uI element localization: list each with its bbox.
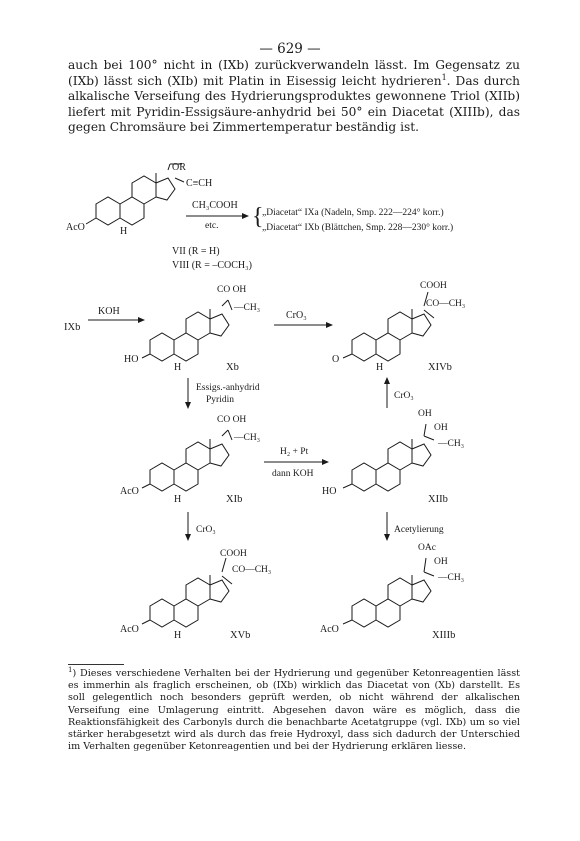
footnote-rule (68, 664, 124, 665)
structure-xivb (343, 292, 434, 361)
oxo-label-xivb: O (332, 354, 340, 365)
ethynyl-label: C≡CH (186, 178, 213, 189)
structure-xiiib (343, 558, 434, 627)
reagent-etc: etc. (205, 221, 219, 231)
aco-label-xib: AcO (120, 486, 139, 497)
reagent-acetylierung: Acetylierung (394, 525, 444, 535)
ch3-label-xiiib: —CH₃ (438, 573, 465, 583)
structure-xiib (343, 424, 434, 491)
structure-xvb (142, 558, 232, 627)
aco-label-xiiib: AcO (320, 624, 339, 635)
xb-label: Xb (226, 362, 239, 373)
page-number: — 629 — (259, 41, 321, 57)
bracket-brace: { (252, 204, 264, 230)
ho-label-xb: HO (124, 354, 139, 365)
xiib-label: XIIb (428, 494, 448, 505)
co-ch3-label-xivb: CO—CH₃ (426, 299, 466, 309)
start-ixb-label: IXb (64, 322, 81, 333)
reagent-h2-pt: H₂ + Pt (280, 447, 309, 457)
body-text-part-2: . Das durch alkalische Verseifung des Hydrierungsproduktes gewonnene Triol (XIIb) liefert mit Pyridin-Essigsäure-anhydrid bei 50° ein Diacetat (XIIIb), das gegen Chromsäure bei Zimmertemperatur beständig ist. (68, 73, 520, 135)
structure-vii-viii (86, 164, 184, 225)
cro3-label-up: CrO₃ (394, 391, 414, 401)
xiiib-label: XIIIb (432, 630, 456, 641)
structure-xib (142, 430, 232, 491)
footnote-text: ) Dieses verschiedene Verhalten bei der Hydrierung und gegenüber Ketonreagentien lässt es immerhin als fraglich erscheinen, ob (IXb) wirklich das Diacetat von (Xb) darstellt. Es soll gelegentlich noch besonders geprüft werden, ob nicht während der alkalischen Verseifung eine Umlagerung eintritt. Abgesehen davon wäre es möglich, dass die Reaktionsfähigkeit des Carbonyls durch die benachbarte Acetatgruppe (vgl. IXb) um so viel stärker herabgesetzt wird als durch das freie Hydroxyl, dass sich dadurch der Unterschied im Verhalten gegenüber Ketonreagentien und bei der Hydrierung erklären liesse. (68, 668, 520, 753)
reagent-dann-koh: dann KOH (272, 469, 314, 479)
ch3-label-xiib: —CH₃ (438, 439, 465, 449)
h-label-xivb: H (376, 362, 384, 373)
or-label: OR (172, 162, 186, 173)
ho-label-xiib: HO (322, 486, 337, 497)
cro3-label-down: CrO₃ (196, 525, 216, 535)
footnote (68, 665, 520, 753)
aco-label-xvb: AcO (120, 624, 139, 635)
reagent-pyridin: Pyridin (206, 395, 234, 405)
cooh-label-xvb: COOH (220, 549, 247, 559)
product-diacetat-ixa: „Diacetat“ IXa (Nadeln, Smp. 222—224° korr.) (262, 208, 444, 218)
ch3-label-xib: —CH₃ (234, 433, 261, 443)
aco-label-top: AcO (66, 222, 85, 233)
xivb-label: XIVb (428, 362, 452, 373)
footnote-reference: 1 (441, 72, 447, 82)
oh-label-2-xiib: OH (434, 423, 448, 433)
co-oh-label-xb: CO OH (217, 285, 247, 295)
oh-label-1-xiib: OH (418, 409, 432, 419)
h-label-xb: H (174, 362, 182, 373)
reagent-essigs-anhydrid: Essigs.-anhydrid (196, 383, 260, 393)
body-paragraph (68, 58, 520, 136)
h-label-xib: H (174, 494, 182, 505)
xib-label: XIb (226, 494, 243, 505)
footnote-mark: 1 (68, 665, 73, 674)
structure-xb (142, 300, 232, 361)
cooh-label-xivb: COOH (420, 281, 447, 291)
oh-label-xiiib: OH (434, 557, 448, 567)
reagent-acetic-acid: CH₃COOH (192, 200, 238, 211)
product-diacetat-ixb: „Diacetat“ IXb (Blättchen, Smp. 228—230° korr.) (262, 223, 454, 233)
compound-vii-label: VII (R = H) (172, 246, 220, 257)
co-ch3-label-xvb: CO—CH₃ (232, 565, 272, 575)
compound-viii-label: VIII (R = –COCH₃) (172, 260, 252, 271)
ch3-label-xb: —CH₃ (234, 303, 261, 313)
koh-label: KOH (98, 306, 120, 317)
oac-label-xiiib: OAc (418, 543, 436, 553)
co-oh-label-xib: CO OH (217, 415, 247, 425)
body-text-part-1: auch bei 100° nicht in (IXb) zurückverwandeln lässt. Im Gegensatz zu (IXb) lässt sich (XIb) mit Platin in Eisessig leicht hydrieren (68, 58, 520, 88)
cro3-label-row1: CrO₃ (286, 310, 307, 321)
reaction-scheme (60, 160, 530, 650)
xvb-label: XVb (230, 630, 251, 641)
h-label-top: H (120, 226, 128, 237)
h-label-xvb: H (174, 630, 182, 641)
